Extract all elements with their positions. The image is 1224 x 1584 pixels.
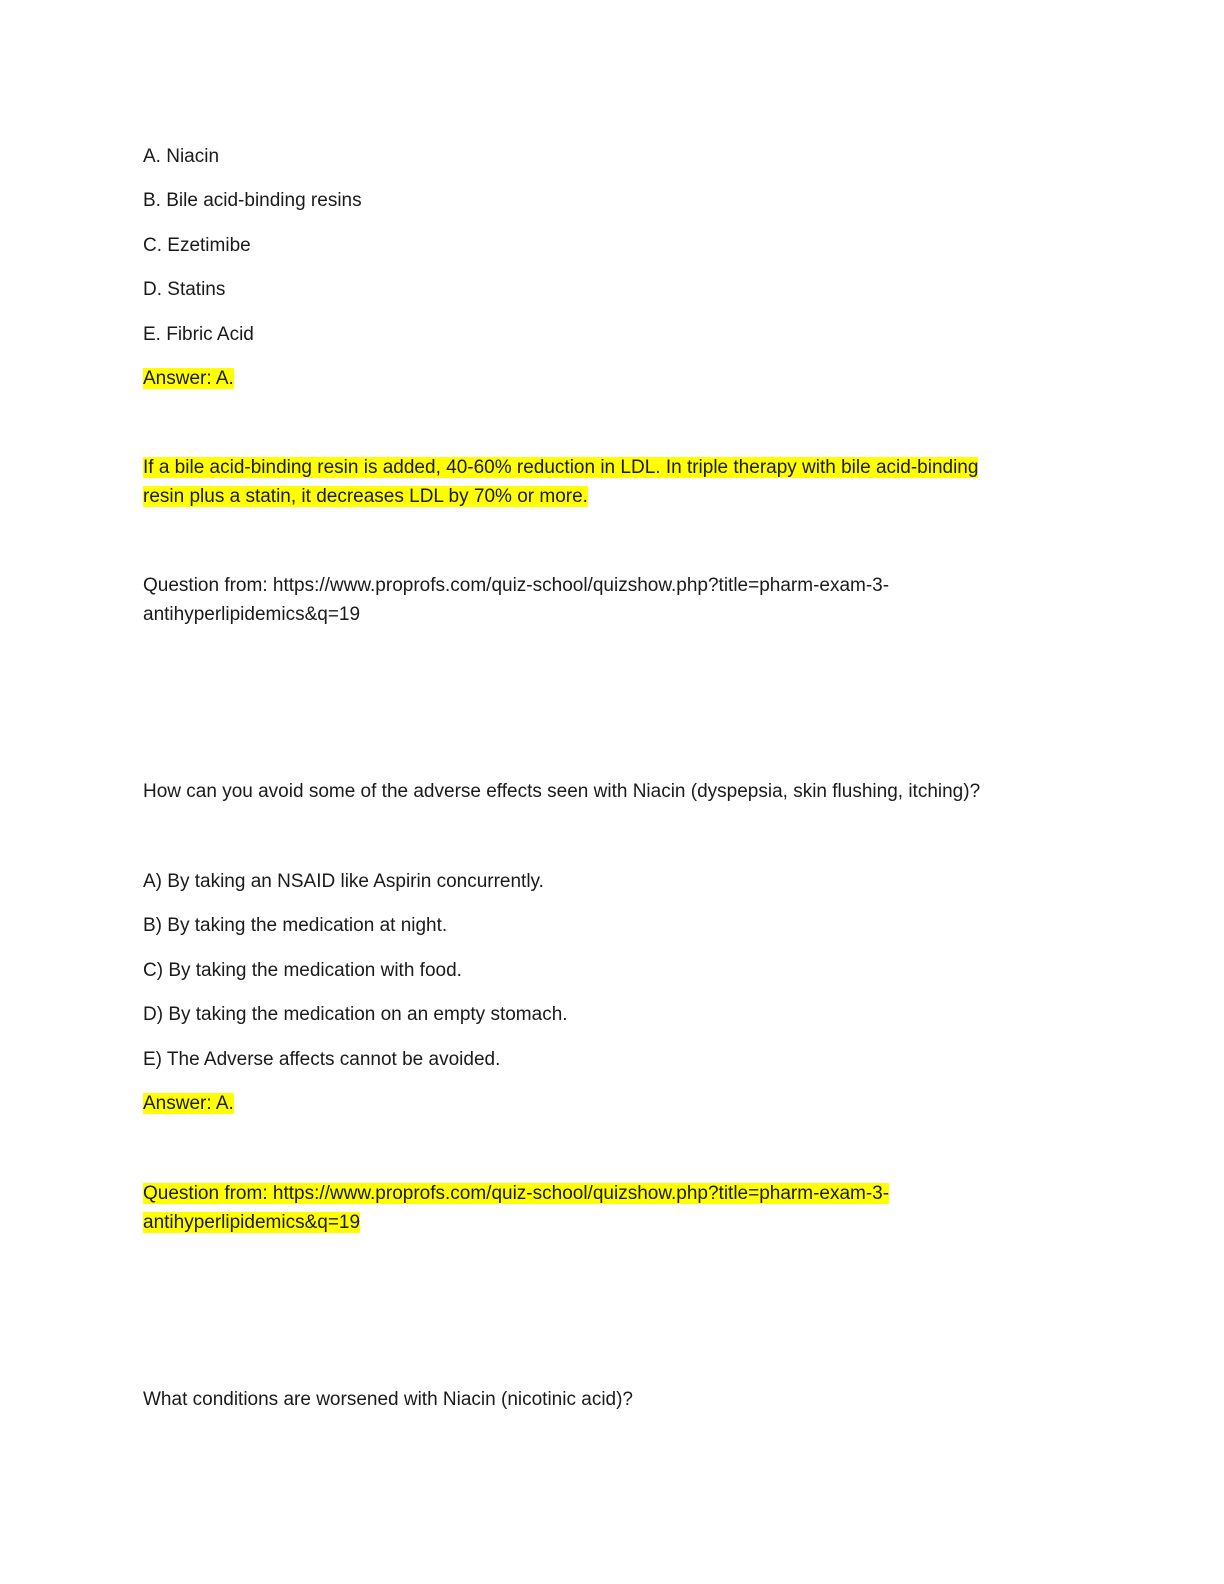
q1-explanation-text-2: resin plus a statin, it decreases LDL by 70% or more.: [143, 486, 588, 507]
q1-option-e: E. Fibric Acid: [143, 324, 254, 345]
q1-option-a: A. Niacin: [143, 146, 220, 167]
q2-option-e: E) The Adverse affects cannot be avoided.: [143, 1049, 501, 1070]
q1-source-line-1: Question from: https://www.proprofs.com/quiz-school/quizshow.php?title=pharm-exam-3-: [143, 575, 890, 596]
q1-option-d: D. Statins: [143, 279, 226, 300]
q1-option-b: B. Bile acid-binding resins: [143, 190, 362, 211]
q1-option-c: C. Ezetimibe: [143, 235, 251, 256]
q2-answer: [143, 1089, 234, 1118]
q2-option-b: B) By taking the medication at night.: [143, 915, 448, 936]
q2-option-d: D) By taking the medication on an empty stomach.: [143, 1004, 568, 1025]
q2-answer-text: Answer: A.: [143, 1093, 234, 1114]
q1-explanation-line-1: [143, 453, 978, 482]
q3-prompt: What conditions are worsened with Niacin (nicotinic acid)?: [143, 1389, 634, 1410]
q1-source-line-2: antihyperlipidemics&q=19: [143, 604, 361, 625]
q2-option-a: A) By taking an NSAID like Aspirin concurrently.: [143, 871, 544, 892]
q2-prompt: How can you avoid some of the adverse effects seen with Niacin (dyspepsia, skin flushing, itching)?: [143, 781, 981, 802]
q1-explanation-text-1: If a bile acid-binding resin is added, 40-60% reduction in LDL. In triple therapy with bile acid-binding: [143, 457, 979, 478]
q2-source-line-1: [143, 1179, 889, 1208]
q2-option-c: C) By taking the medication with food.: [143, 960, 462, 981]
q2-source-text-1: Question from: https://www.proprofs.com/quiz-school/quizshow.php?title=pharm-exam-3-: [143, 1183, 890, 1204]
q1-explanation-line-2: [143, 482, 588, 511]
q1-answer: [143, 364, 234, 393]
q1-answer-text: Answer: A.: [143, 368, 234, 389]
q2-source-text-2: antihyperlipidemics&q=19: [143, 1212, 361, 1233]
q2-source-line-2: [143, 1208, 360, 1237]
